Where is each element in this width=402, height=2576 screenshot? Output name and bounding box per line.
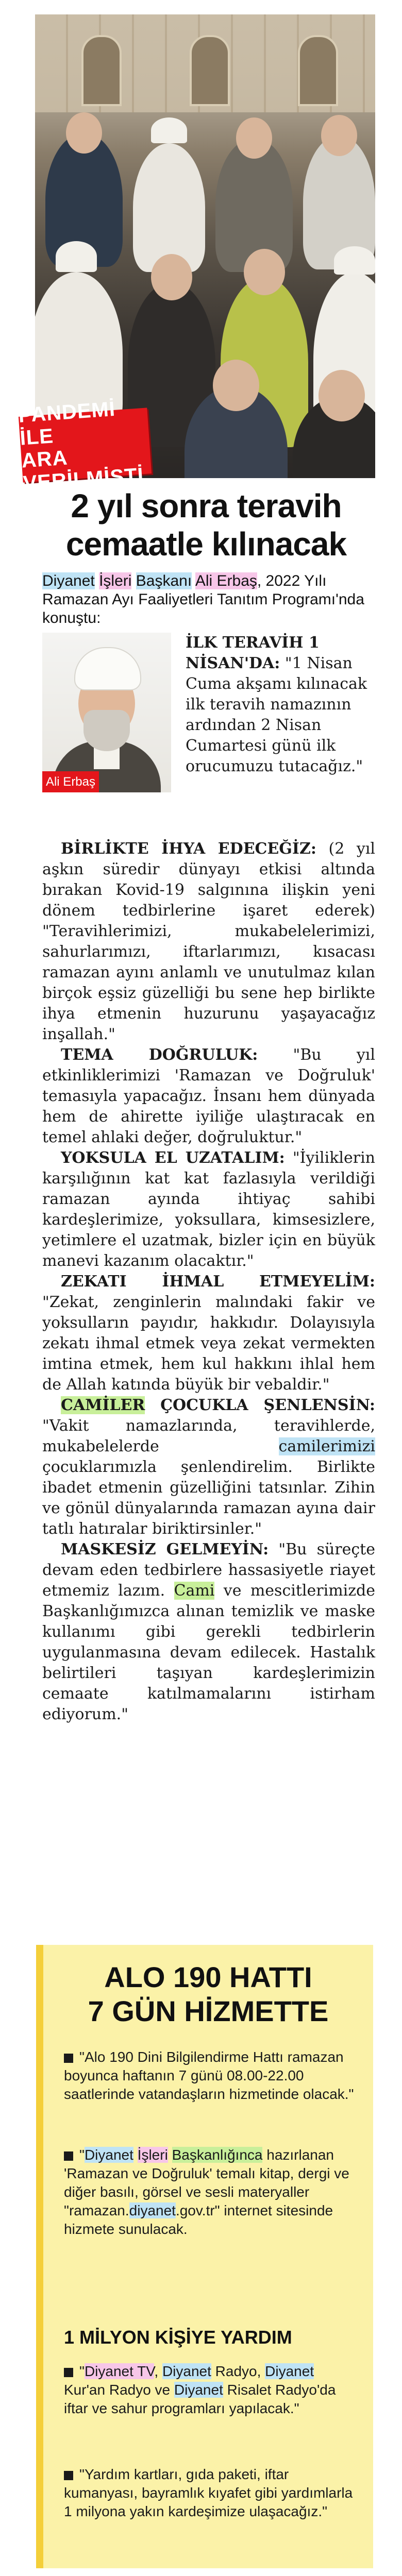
badge-line-1: PANDEMİ İLE	[18, 397, 116, 450]
text-highlight: Cami	[174, 1582, 215, 1600]
worshipper-head	[236, 117, 272, 159]
bullet-text: "Yardım kartları, gıda paketi, iftar kumanyası, bayramlık kıyafet gibi yardımlarla 1 milyona yakın kardeşimize ulaşacağız."	[64, 2466, 353, 2519]
bullet-highlight: Diyanet	[265, 2363, 314, 2379]
bullet-square-icon	[64, 2368, 73, 2377]
worshipper-head	[151, 254, 192, 300]
worshipper-cap	[334, 246, 375, 275]
bullet-text: .gov.tr" internet sitesinde hizmete sunulacak.	[64, 2202, 333, 2237]
portrait-photo	[42, 633, 171, 792]
article-paragraph	[42, 1539, 375, 1725]
bullet-text: ,	[154, 2363, 162, 2379]
portrait-beard	[83, 710, 130, 751]
section-text: "Vakit namazlarında, teravihlerde, mukabelelerde	[42, 1417, 375, 1455]
heading-highlight: CAMİLER	[61, 1396, 145, 1414]
box-title-line-1: ALO 190 HATTI	[104, 1961, 312, 1993]
worshipper-head	[213, 360, 259, 411]
mosque-arch	[298, 35, 338, 106]
bullet-text: Radyo,	[211, 2363, 265, 2379]
article-paragraph	[42, 1045, 375, 1148]
bullet-text: "Alo 190 Dini Bilgilendirme Hattı ramazan boyunca haftanın 7 günü 08.00-22.00 saatlerinde vatandaşların hizmetinde olacak."	[64, 2049, 354, 2102]
section-heading: TEMA DOĞRULUK:	[61, 1046, 258, 1064]
portrait-caption: Ali Erbaş	[42, 771, 99, 792]
bullet-square-icon	[64, 2471, 73, 2480]
bullet-text: hazırlanan 'Ramazan ve Doğruluk' temalı kitap, dergi ve diğer basılı, görsel ve sesli materyaller "ramazan.	[64, 2147, 349, 2218]
box-subheading: 1 MİLYON KİŞİYE YARDIM	[64, 2327, 292, 2348]
bullet-highlight: diyanet	[129, 2202, 176, 2218]
badge-line-2: ARA VERİLMİŞTİ	[21, 446, 145, 495]
headline	[31, 487, 381, 563]
intro-isleri: İşleri	[99, 572, 132, 589]
section-text: ve mescitlerimizde Başkanlığımızca alınan temizlik ve maske kullanımı gibi gerekli tedbirlerin uygulanmasına devam edilecek. Hastalık belirtileri taşıyan kardeşlerimizin cemaate katılmamalarını istirham ediyorum."	[42, 1582, 375, 1723]
section-heading: YOKSULA EL UZATALIM:	[61, 1149, 285, 1167]
intro-name: Ali Erbaş	[195, 572, 257, 589]
worshipper-head	[66, 112, 102, 154]
section-text: (2 yıl aşkın süredir dünyayı etkisi altında bırakan Kovid-19 salgınına ilişkin yeni dönem tedbirlerine işaret ederek) "Teravihlerimizi, mukabelelerimizi, sahurlarımızı, iftarlarımızı, kısacası ramazan ayını anlamlı ve unutulmaz kılan birçok eşsiz güzelliği bu sene hep birlikte ihya etmenin huzurunu yaşayacağız inşallah."	[42, 840, 376, 1043]
article-paragraph	[42, 1272, 375, 1395]
article-body	[42, 839, 375, 1725]
box-bullet	[64, 2465, 358, 2521]
bullet-highlight: Diyanet	[162, 2363, 211, 2379]
pandemic-badge	[18, 397, 152, 495]
intro-baskani: Başkanı	[136, 572, 192, 589]
bullet-text: "	[79, 2363, 85, 2379]
bullet-text: "	[79, 2147, 85, 2163]
mosque-arch	[190, 35, 230, 106]
headline-line-2: cemaatle kılınacak	[65, 526, 347, 563]
headline-line-1: 2 yıl sonra teravih	[71, 487, 342, 524]
box-title	[43, 1960, 373, 2028]
mosque-arch	[81, 35, 122, 106]
intro-paragraph	[42, 572, 372, 628]
bullet-highlight: Diyanet TV	[84, 2363, 155, 2379]
worshipper-head	[321, 115, 357, 156]
section-heading: ZEKATI İHMAL ETMEYELİM:	[61, 1273, 375, 1291]
section-text: "Zekat, zenginlerin malındaki fakir ve yoksulların payıdır, hakkıdır. Dolayısıyla zekatı ihmal etmek veya zekat vermekten imtina etmek, hem kul hakkını ihlal hem de Allah katında büyük bir vebaldir."	[42, 1293, 375, 1394]
bullet-highlight: Başkanlığınca	[172, 2147, 263, 2163]
box-title-line-2: 7 GÜN HİZMETTE	[88, 1995, 329, 2027]
bullet-highlight: Diyanet	[174, 2382, 223, 2398]
section-heading: İLK TERAVİH 1 NİSAN'DA:	[186, 634, 320, 672]
article-paragraph	[42, 839, 375, 1045]
worshipper-cap	[56, 241, 97, 272]
heading-rest: ÇOCUKLA ŞENLENSİN:	[145, 1396, 375, 1414]
bullet-highlight: Diyanet	[84, 2147, 133, 2163]
section-text: "Bu yıl etkinliklerimizi 'Ramazan ve Doğruluk' temasıyla yapacağız. İnsanı hem dünyada hem de ahirette iyiliğe ulaştıracak en temel ahlaki değer, doğruluktur."	[42, 1046, 375, 1146]
section-text: "Bu süreçte devam eden tedbirlere hassasiyetle riayet etmemiz lazım.	[42, 1540, 375, 1600]
box-bullet	[64, 2362, 358, 2418]
bullet-square-icon	[64, 2151, 73, 2161]
article-paragraph	[42, 1148, 375, 1272]
worshipper-cap	[151, 117, 187, 143]
box-bullet	[64, 2146, 358, 2239]
bullet-text: Kur'an Radyo ve	[64, 2382, 174, 2398]
section-text: "İyiliklerin karşılığının kat kat fazlasıyla verildiği ramazan ayında ihtiyaç sahibi kardeşlerimize, yoksullara, kimsesizlere, yetimlere el uzatmak, bizler için en büyük manevi kazanım olacaktır."	[42, 1149, 375, 1270]
section-text: "1 Nisan Cuma akşamı kılınacak ilk teravih namazının ardından 2 Nisan Cumartesi günü ilk orucumuzu tutacağız."	[186, 654, 367, 775]
bullet-square-icon	[64, 2054, 73, 2063]
section-heading: MASKESİZ GELMEYİN:	[61, 1540, 269, 1558]
section-heading	[61, 1396, 375, 1414]
paragraph-ilk-teravih	[186, 633, 376, 777]
intro-diyanet: Diyanet	[42, 572, 95, 589]
info-box	[36, 1945, 373, 2568]
worshipper-head	[244, 249, 285, 295]
intro-rest: , 2022 Yılı Ramazan Ayı Faaliyetleri Tanıtım Programı'nda konuştu:	[42, 572, 364, 626]
worshipper	[133, 143, 205, 272]
portrait-turban	[74, 647, 141, 690]
worshipper-head	[319, 370, 365, 421]
text-highlight: camilerimizi	[278, 1437, 375, 1455]
section-text: çocuklarımızla şenlendirelim. Birlikte ibadet etmenin güzelliğini tatsınlar. Zihin ve gönül dünyalarında ramazan ayına dair tatlı hatıralar biriktirsinler."	[42, 1458, 375, 1538]
box-bullet	[64, 2048, 358, 2104]
article-paragraph	[42, 1395, 375, 1539]
bullet-highlight: İşleri	[137, 2147, 168, 2163]
section-heading: BİRLİKTE İHYA EDECEĞİZ:	[61, 840, 316, 858]
bullet-text: Risalet Radyo'da iftar ve sahur programları yapılacak."	[64, 2382, 336, 2416]
